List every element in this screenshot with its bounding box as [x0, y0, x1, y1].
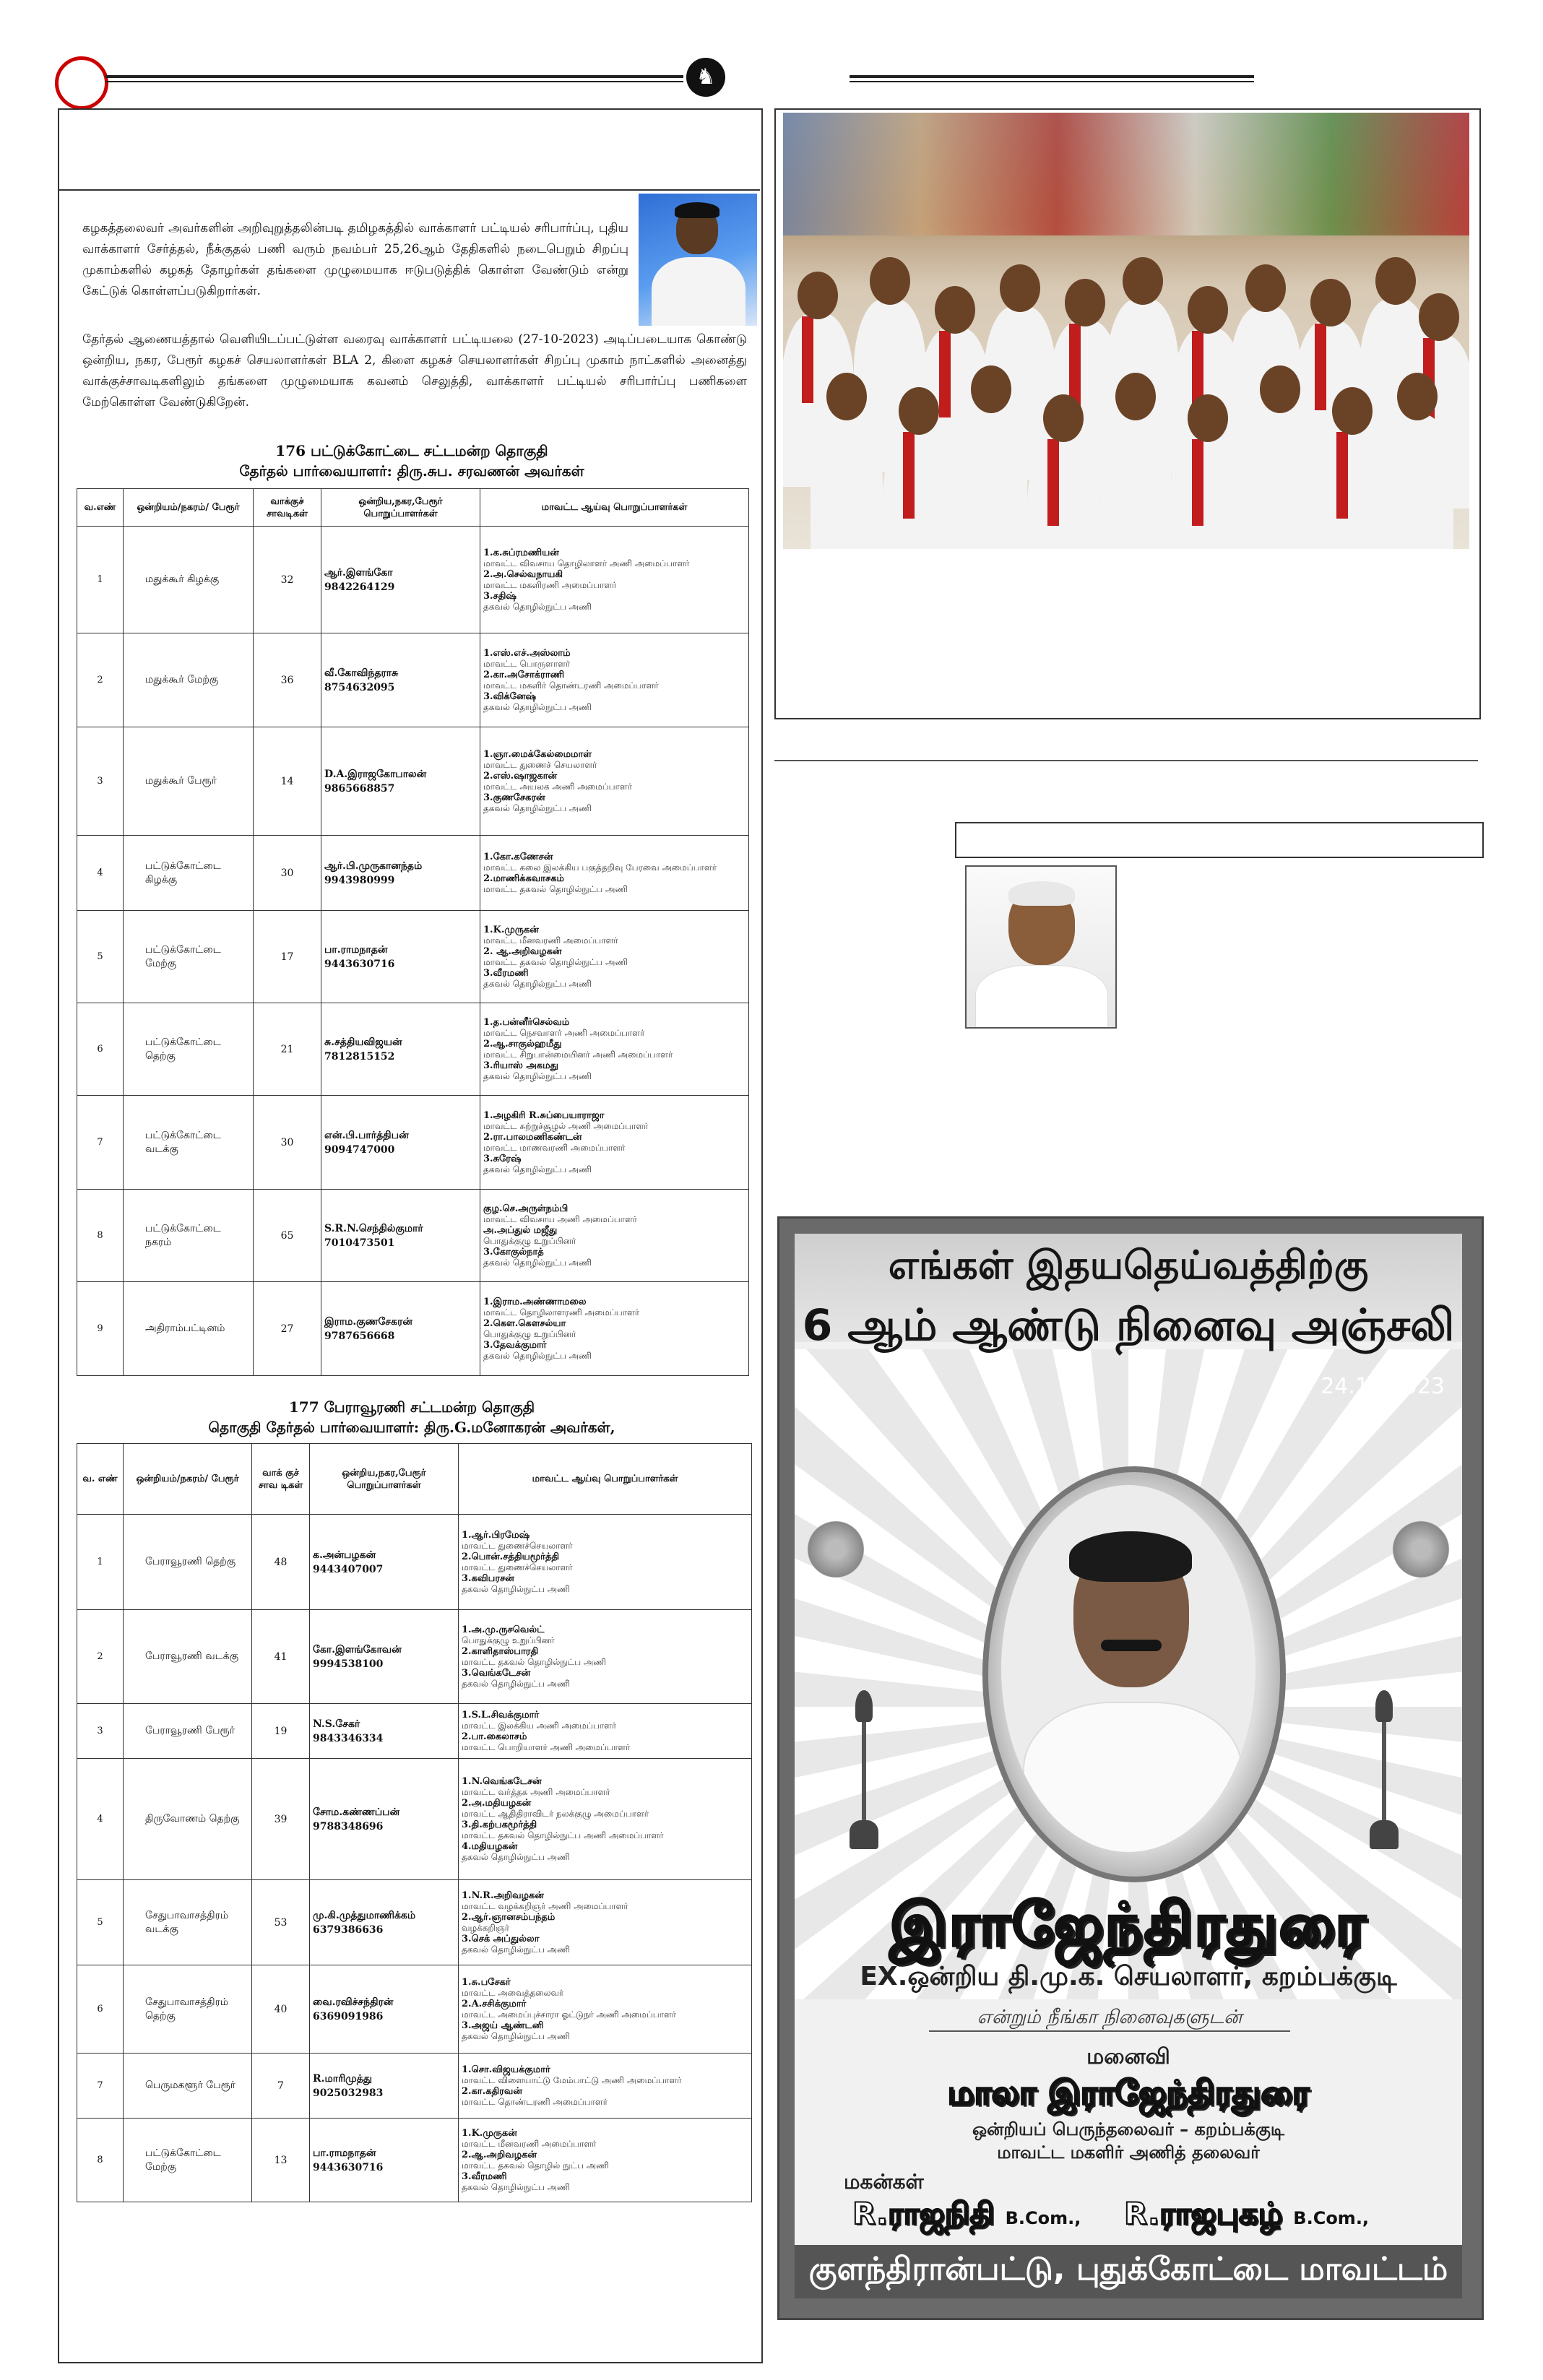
row-serial: 3: [77, 727, 124, 836]
row-booths: 39: [252, 1759, 310, 1880]
row-incharge: [321, 633, 480, 727]
table-row: [77, 2119, 752, 2202]
row-booths: 30: [254, 836, 321, 911]
observer-name: 3.வெங்கடேசன்: [462, 1667, 531, 1679]
incharge-name: D.A.இராஜகோபாலன்: [324, 768, 427, 780]
observer-role: மாவட்ட கலை இலக்கிய பகுத்தறிவு பேரவை அமைப்பாளர்: [483, 862, 717, 873]
incharge-phone: 9994538100: [313, 1658, 384, 1670]
observer-name: குழ.செ.அருள்நம்பி: [483, 1203, 569, 1214]
observer-role: தகவல் தொழில்நுட்ப அணி: [462, 2181, 570, 2192]
observer-name: 3.வீரமணி: [462, 2171, 507, 2182]
row-booths: 30: [254, 1096, 321, 1190]
row-observers: [480, 727, 749, 836]
row-serial: 4: [77, 836, 124, 911]
row-unit: பட்டுக்கோட்டை மேற்கு: [124, 2119, 252, 2202]
observer-role: மாவட்ட தகவல் தொழில்நுட்ப அணி அமைப்பாளர்: [462, 1830, 664, 1840]
row-unit: பேராவூரணி வடக்கு: [124, 1610, 252, 1704]
observer-name: 2.ஆ.சாகுல்ஹமீது: [483, 1038, 562, 1050]
incharge-name: சு.சத்தியவிஜயன்: [324, 1036, 402, 1048]
incharge-phone: 7812815152: [324, 1050, 395, 1063]
observer-name: 1.எஸ்.எச்.அஸ்லாம்: [483, 647, 571, 659]
row-incharge: [310, 1965, 459, 2054]
observer-name: 2.ஆர்.ஞானசம்பந்தம்: [462, 1911, 556, 1923]
row-incharge: [310, 1515, 459, 1610]
table-row: [77, 1704, 752, 1759]
observer-name: 1.S.L.சிவக்குமார்: [462, 1709, 540, 1721]
table-row: [77, 1282, 749, 1376]
oil-lamp-left-icon: [850, 1690, 878, 1849]
row-serial: 1: [77, 1515, 124, 1610]
observer-role: தகவல் தொழில்நுட்ப அணி: [483, 1257, 592, 1268]
row-unit: பட்டுக்கோட்டை மேற்கு: [124, 911, 254, 1003]
row-incharge: [321, 527, 480, 633]
observer-role: மாவட்ட வர்த்தக அணி அமைப்பாளர்: [462, 1786, 610, 1797]
observer-role: தகவல் தொழில்நுட்ப அணி: [462, 2030, 570, 2041]
row-serial: 8: [77, 1190, 124, 1282]
memorial-son-1: [852, 2196, 1081, 2236]
observer-name: 1.N.R.அறிவழகன்: [462, 1890, 544, 1901]
row-unit: பட்டுக்கோட்டை கிழக்கு: [124, 836, 254, 911]
table-row: [77, 2054, 752, 2119]
row-serial: 7: [77, 1096, 124, 1190]
observer-name: 1.அழகிரி R.சுப்பையாராஜா: [483, 1109, 605, 1121]
row-serial: 2: [77, 1610, 124, 1704]
incharge-phone: 9842264129: [324, 581, 395, 593]
observer-role: வழக்கறிஞர்: [462, 1922, 509, 1933]
observer-name: 3.அஜய் ஆண்டனி: [462, 2020, 544, 2031]
row-observers: [480, 527, 749, 633]
observer-role: பொதுக்குழு உறுப்பினர்: [462, 1635, 555, 1645]
row-observers: [459, 2054, 752, 2119]
row-booths: 36: [254, 633, 321, 727]
row-observers: [459, 1704, 752, 1759]
observer-name: 1.ஆர்.பிரமேஷ்: [462, 1529, 530, 1541]
table-row: [77, 1190, 749, 1282]
row-incharge: [321, 1190, 480, 1282]
observer-name: 2.மாணிக்கவாசகம்: [483, 873, 564, 884]
section-176-observer: தேர்தல் பார்வையாளர்: திரு.சுப. சரவணன் அவர்கள்: [239, 462, 584, 480]
incharge-phone: 9094747000: [324, 1143, 395, 1156]
row-unit: பேராவூரணி பேரூர்: [124, 1704, 252, 1759]
row-serial: 9: [77, 1282, 124, 1376]
row-booths: 27: [254, 1282, 321, 1376]
observer-name: 4.மதியழகன்: [462, 1840, 518, 1852]
row-observers: [459, 1759, 752, 1880]
row-unit: பட்டுக்கோட்டை தெற்கு: [124, 1003, 254, 1096]
memorial-title-line1: எங்கள் இதயதெய்வத்திற்கு: [888, 1242, 1369, 1288]
article-paragraph-1: கழகத்தலைவர் அவர்களின் அறிவுறுத்தலின்படி தமிழகத்தில் வாக்காளர் பட்டியல் சரிபார்ப்பு, புதிய வாக்காளர் சேர்த்தல், நீக்குதல் பணி வரும் நவம்பர் 25,26ஆம் தேதிகளில் நடைபெறும் சிறப்பு முகாம்களில் கழகத் தோழர்கள் தங்களை முழுமையாக ஈடுபடுத்திக் கொள்ள வேண்டும் என்று கேட்டுக் கொள்ளப்படுகிறார்கள்.: [82, 221, 628, 298]
observer-role: மாவட்ட பொருளாளர்: [483, 658, 571, 669]
row-booths: 32: [254, 527, 321, 633]
group-photo: [783, 113, 1469, 549]
row-incharge: [321, 1282, 480, 1376]
section-177-observer: தொகுதி தேர்தல் பார்வையாளர்: திரு.G.மனோகரன் அவர்கள்,: [208, 1419, 615, 1436]
memorial-son-2-name: R.ராஜபுகழ்: [1124, 2196, 1283, 2231]
observer-role: மாவட்ட அயலக அணி அமைப்பாளர்: [483, 781, 632, 792]
incharge-phone: 6369091986: [313, 2010, 384, 2022]
observer-name: 2.கௌ.கௌசல்யா: [483, 1317, 566, 1329]
table-row: [77, 1096, 749, 1190]
incharge-phone: 9443407007: [313, 1563, 384, 1575]
col-header-booths: வாக்குச் சாவடிகள்: [254, 489, 321, 527]
row-unit: சேதுபாவாசத்திரம் வடக்கு: [124, 1880, 252, 1965]
observer-name: 3.சதிஷ்: [483, 590, 517, 602]
incharge-phone: 9025032983: [313, 2087, 384, 2099]
observer-role: மாவட்ட தகவல் தொழில்நுட்ப அணி: [483, 956, 628, 967]
row-incharge: [321, 911, 480, 1003]
observer-name: 3.வீரமணி: [483, 967, 529, 979]
row-serial: 7: [77, 2054, 124, 2119]
row-booths: 13: [252, 2119, 310, 2202]
column-divider: [774, 760, 1478, 761]
incharge-name: பா.ராமநாதன்: [313, 2147, 376, 2159]
observer-name: 1.N.வெங்கடேசன்: [462, 1775, 542, 1787]
observer-name: 3.சுரேஷ்: [483, 1153, 522, 1164]
row-incharge: [310, 1880, 459, 1965]
col-header-incharge: ஒன்றிய,நகர,பேரூர் பொறுப்பாளர்கள்: [310, 1444, 459, 1515]
incharge-name: வை.ரவிச்சந்திரன்: [313, 1996, 394, 2008]
row-observers: [480, 1282, 749, 1376]
row-serial: 6: [77, 1003, 124, 1096]
col-header-booths: வாக் குச் சாவ டிகள்: [252, 1444, 310, 1515]
row-booths: 40: [252, 1965, 310, 2054]
observer-name: 1.க.சுப்ரமணியன்: [483, 547, 559, 558]
row-serial: 1: [77, 527, 124, 633]
table-177: [77, 1443, 752, 2202]
table-row: [77, 1759, 752, 1880]
observer-name: 2.பா.கைலாசம்: [462, 1731, 527, 1742]
row-incharge: [321, 836, 480, 911]
row-observers: [459, 1965, 752, 2054]
observer-role: தகவல் தொழில்நுட்ப அணி: [483, 1164, 592, 1174]
table-row: [77, 727, 749, 836]
caption-box: [955, 822, 1484, 858]
row-unit: பெருமகளூர் பேரூர்: [124, 2054, 252, 2119]
observer-role: மாவட்ட தகவல் தொழில் நுட்ப அணி: [462, 2160, 609, 2171]
observer-role: மாவட்ட ஆதிதிராவிடர் நலக்குழு அமைப்பாளர்: [462, 1808, 649, 1819]
table-row: [77, 1003, 749, 1096]
observer-name: 2.A.சசிக்குமார்: [462, 1998, 527, 2009]
observer-role: தகவல் தொழில்நுட்ப அணி: [462, 1944, 570, 1955]
memorial-memory-line: என்றும் நீங்கா நினைவுகளுடன்: [929, 2007, 1290, 2032]
observer-name: 1.கோ.கணேசன்: [483, 851, 553, 862]
header-rule-left-thin: [105, 81, 683, 82]
observer-name: 1.ஞா.மைக்கேல்மைமாள்: [483, 748, 592, 760]
row-unit: பேராவூரணி தெற்கு: [124, 1515, 252, 1610]
observer-role: தகவல் தொழில்நுட்ப அணி: [462, 1678, 570, 1689]
row-serial: 5: [77, 1880, 124, 1965]
table-row: [77, 1880, 752, 1965]
col-header-observers: மாவட்ட ஆய்வு பொறுப்பாளர்கள்: [480, 489, 749, 527]
row-booths: 14: [254, 727, 321, 836]
observer-name: 1.K.முருகன்: [483, 924, 539, 935]
observer-name: 2.அ.மதியழகன்: [462, 1797, 532, 1809]
observer-role: மாவட்ட வழக்கறிஞர் அணி அமைப்பாளர்: [462, 1900, 628, 1911]
row-incharge: [310, 2119, 459, 2202]
row-incharge: [310, 1704, 459, 1759]
row-unit: திருவோணம் தெற்கு: [124, 1759, 252, 1880]
observer-name: 2.ஆ.அறிவழகன்: [462, 2149, 537, 2160]
observer-role: மாவட்ட தகவல் தொழில்நுட்ப அணி: [483, 883, 628, 894]
col-header-serial: வ.எண்: [77, 489, 124, 527]
memorial-person-name: இராஜேந்திரதுரை: [889, 1891, 1367, 1960]
row-unit: மதுக்கூர் கிழக்கு: [124, 527, 254, 633]
observer-name: 3.தேவக்குமார்: [483, 1339, 547, 1351]
incharge-name: மு.கி.முத்துமாணிக்கம்: [313, 1909, 416, 1921]
observer-role: மாவட்ட மாணவரணி அமைப்பாளர்: [483, 1142, 626, 1153]
incharge-name: வீ.கோவிந்தராசு: [324, 667, 399, 679]
memorial-portrait: [1001, 1485, 1255, 1852]
memorial-designation: EX.ஒன்றிய தி.மு.க. செயலாளர், கறம்பக்குடி: [860, 1962, 1397, 1991]
memorial-sons-label: மகன்கள்: [844, 2170, 924, 2194]
table-row: [77, 1610, 752, 1704]
observer-role: மாவட்ட மீனவரணி அமைப்பாளர்: [462, 2138, 597, 2149]
incharge-name: கோ.இளங்கோவன்: [313, 1643, 402, 1656]
observer-name: 1.அ.மு.ருசவெல்ட்: [462, 1624, 545, 1635]
row-observers: [480, 1096, 749, 1190]
incharge-name: N.S.சேகர்: [313, 1718, 360, 1730]
row-booths: 48: [252, 1515, 310, 1610]
table-row: [77, 836, 749, 911]
memorial-footer-place: குளந்திரான்பட்டு, புதுக்கோட்டை மாவட்டம்: [808, 2251, 1448, 2288]
party-logo-icon: ♞: [686, 58, 725, 97]
memorial-title-line2: 6 ஆம் ஆண்டு நினைவு அஞ்சலி: [802, 1300, 1455, 1351]
observer-name: 2.பொன்.சத்தியமூர்த்தி: [462, 1551, 560, 1562]
observer-role: மாவட்ட விளையாட்டு மேம்பாட்டு அணி அமைப்பாளர்: [462, 2074, 682, 2085]
observer-name: 2.கா.அசோக்ராணி: [483, 669, 565, 680]
row-serial: 8: [77, 2119, 124, 2202]
incharge-name: சோம.கண்ணப்பன்: [313, 1806, 400, 1818]
incharge-name: க.அன்பழகன்: [313, 1549, 376, 1561]
row-booths: 19: [252, 1704, 310, 1759]
observer-role: மாவட்ட மகளிர் தொண்டரணி அமைப்பாளர்: [483, 680, 659, 691]
row-observers: [459, 1515, 752, 1610]
leader-photo: [639, 194, 757, 326]
observer-role: மாவட்ட அமைப்புச்சாரா ஓட்டுநர் அணி அமைப்பாளர்: [462, 2009, 677, 2020]
row-incharge: [321, 1003, 480, 1096]
memorial-wife-role-1: ஒன்றியப் பெருந்தலைவர் – கறம்பக்குடி: [972, 2119, 1284, 2139]
row-booths: 41: [252, 1610, 310, 1704]
observer-role: மாவட்ட சிறுபான்மையினர் அணி அமைப்பாளர்: [483, 1049, 673, 1060]
observer-role: பொதுக்குழு உறுப்பினர்: [483, 1235, 576, 1246]
header-rule-right: [850, 75, 1254, 78]
table-176: [77, 488, 749, 1376]
observer-name: 2.காளிதாஸ்பாரதி: [462, 1645, 539, 1657]
row-incharge: [310, 1610, 459, 1704]
row-booths: 65: [254, 1190, 321, 1282]
col-header-observers: மாவட்ட ஆய்வு பொறுப்பாளர்கள்: [459, 1444, 752, 1515]
row-serial: 6: [77, 1965, 124, 2054]
row-incharge: [310, 2054, 459, 2119]
observer-role: மாவட்ட மகளிரணி அமைப்பாளர்: [483, 579, 617, 590]
observer-role: மாவட்ட விவசாய அணி அமைப்பாளர்: [483, 1213, 638, 1224]
table-row: [77, 1515, 752, 1610]
row-unit: சேதுபாவாசத்திரம் தெற்கு: [124, 1965, 252, 2054]
header-rule-left: [105, 75, 683, 78]
section-176-title: 176 பட்டுக்கோட்டை சட்டமன்ற தொகுதி: [275, 442, 548, 459]
observer-role: மாவட்ட நெசவாளர் அணி அமைப்பாளர்: [483, 1027, 645, 1038]
observer-name: 2.ரா.பாலமணிகண்டன்: [483, 1131, 582, 1143]
row-unit: மதுக்கூர் பேரூர்: [124, 727, 254, 836]
observer-name: 2. ஆ.அறிவழகன்: [483, 945, 562, 957]
observer-name: 2.எஸ்.ஷாஜகான்: [483, 770, 558, 782]
row-observers: [459, 1610, 752, 1704]
memorial-son-1-degree: B.Com.,: [1005, 2208, 1081, 2228]
incharge-phone: 9443630716: [324, 958, 395, 970]
row-incharge: [310, 1759, 459, 1880]
table-row: [77, 633, 749, 727]
row-booths: 21: [254, 1003, 321, 1096]
observer-role: மாவட்ட துணைச்செயலாளர்: [462, 1562, 573, 1572]
observer-name: 1.சு.பசேகர்: [462, 1976, 511, 1988]
row-observers: [480, 1190, 749, 1282]
flower-garland-left-icon: [803, 1517, 868, 1582]
incharge-name: R.மாரிமுத்து: [313, 2072, 372, 2085]
flower-garland-right-icon: [1388, 1517, 1453, 1582]
incharge-name: என்.பி.பார்த்திபன்: [324, 1129, 409, 1141]
row-serial: 2: [77, 633, 124, 727]
row-observers: [459, 2119, 752, 2202]
observer-name: 1.த.பன்னீர்செல்வம்: [483, 1016, 570, 1028]
row-serial: 5: [77, 911, 124, 1003]
col-header-serial: வ. எண்: [77, 1444, 124, 1515]
observer-role: மாவட்ட மீனவரணி அமைப்பாளர்: [483, 935, 618, 945]
incharge-phone: 9865668857: [324, 782, 395, 795]
observer-role: தகவல் தொழில்நுட்ப அணி: [483, 601, 592, 612]
row-observers: [480, 633, 749, 727]
row-unit: மதுக்கூர் மேற்கு: [124, 633, 254, 727]
incharge-name: ஆர்.இளங்கோ: [324, 566, 393, 579]
row-unit: பட்டுக்கோட்டை நகரம்: [124, 1190, 254, 1282]
observer-role: மாவட்ட தகவல் தொழில்நுட்ப அணி: [462, 1656, 607, 1667]
person-portrait: [965, 865, 1117, 1029]
incharge-phone: 9443630716: [313, 2161, 384, 2173]
observer-name: 1.சொ.விஜயக்குமார்: [462, 2064, 550, 2075]
incharge-name: ஆர்.பி.முருகானந்தம்: [324, 860, 423, 872]
incharge-name: பா.ராமநாதன்: [324, 943, 388, 956]
row-incharge: [321, 1096, 480, 1190]
row-unit: அதிராம்பட்டினம்: [124, 1282, 254, 1376]
incharge-phone: 6379386636: [313, 1924, 384, 1936]
incharge-name: S.R.N.செந்தில்குமார்: [324, 1222, 423, 1234]
memorial-wife-name: மாலா இராஜேந்திரதுரை: [947, 2073, 1310, 2112]
memorial-son-2-degree: B.Com.,: [1293, 2208, 1370, 2228]
observer-name: 3.கவிபரசன்: [462, 1572, 514, 1584]
incharge-phone: 9943980999: [324, 874, 395, 886]
observer-name: 3.தி.கற்பகமூர்த்தி: [462, 1819, 537, 1830]
row-observers: [480, 911, 749, 1003]
observer-role: தகவல் தொழில்நுட்ப அணி: [483, 1070, 592, 1081]
memorial-son-1-name: R.ராஜநிதி: [852, 2196, 995, 2231]
memorial-wife-label: மனைவி: [1086, 2044, 1170, 2069]
section-177-title: 177 பேராவூரணி சட்டமன்ற தொகுதி: [288, 1398, 535, 1416]
memorial-date: 24.11.2023: [1321, 1374, 1445, 1399]
observer-name: 3.விக்னேஷ்: [483, 691, 537, 702]
row-booths: 53: [252, 1880, 310, 1965]
observer-role: மாவட்ட துணைச்செயலாளர்: [462, 1540, 573, 1551]
observer-name: 1.இராம.அண்ணாமலை: [483, 1296, 587, 1307]
observer-name: 3.குணசேகரன்: [483, 792, 545, 803]
observer-role: மாவட்ட தொண்டரணி அமைப்பாளர்: [462, 2096, 608, 2107]
observer-name: 3.கோகுல்நாத்: [483, 1246, 544, 1258]
observer-role: மாவட்ட அவைத்தலைவர்: [462, 1987, 564, 1998]
col-header-unit: ஒன்றியம்/நகரம்/ பேரூர்: [124, 489, 254, 527]
row-observers: [459, 1880, 752, 1965]
table-row: [77, 1965, 752, 2054]
oil-lamp-right-icon: [1370, 1690, 1399, 1849]
observer-name: 2.அ.செல்வநாயகி: [483, 568, 563, 580]
observer-role: மாவட்ட பொறியாளர் அணி அமைப்பாளர்: [462, 1741, 631, 1752]
incharge-phone: 9788348696: [313, 1820, 384, 1832]
row-booths: 7: [252, 2054, 310, 2119]
observer-role: தகவல் தொழில்நுட்ப அணி: [483, 802, 592, 813]
observer-name: 1.K.முருகன்: [462, 2127, 517, 2139]
observer-role: மாவட்ட இலக்கிய அணி அமைப்பாளர்: [462, 1720, 617, 1731]
incharge-name: இராம.குணசேகரன்: [324, 1315, 412, 1328]
observer-role: மாவட்ட துணைச் செயலாளர்: [483, 759, 597, 770]
header-circle-ornament: [55, 56, 108, 110]
observer-name: 3.செக் அப்துல்லா: [462, 1933, 540, 1944]
row-serial: 4: [77, 1759, 124, 1880]
table-row: [77, 527, 749, 633]
table-row: [77, 911, 749, 1003]
row-booths: 17: [254, 911, 321, 1003]
observer-role: தகவல் தொழில்நுட்ப அணி: [483, 1350, 592, 1361]
incharge-phone: 9787656668: [324, 1330, 395, 1342]
observer-name: அ.அப்துல் மஜீது: [483, 1224, 558, 1236]
col-header-unit: ஒன்றியம்/நகரம்/ பேரூர்: [124, 1444, 252, 1515]
memorial-son-2: [1124, 2196, 1369, 2236]
observer-role: மாவட்ட தொழிலாளரணி அமைப்பாளர்: [483, 1307, 640, 1317]
left-header-box: [58, 108, 760, 191]
observer-name: 2.கா.கதிரவன்: [462, 2085, 522, 2097]
observer-role: மாவட்ட சுற்றுச்சூழல் அணி அமைப்பாளர்: [483, 1120, 649, 1131]
incharge-phone: 9843346334: [313, 1732, 384, 1744]
row-observers: [480, 836, 749, 911]
observer-role: மாவட்ட விவசாய தொழிலாளர் அணி அமைப்பாளர்: [483, 558, 690, 568]
row-unit: பட்டுக்கோட்டை வடக்கு: [124, 1096, 254, 1190]
row-serial: 3: [77, 1704, 124, 1759]
incharge-phone: 7010473501: [324, 1237, 395, 1249]
observer-name: 3.ரியாஸ் அகமது: [483, 1060, 558, 1071]
observer-role: பொதுக்குழு உறுப்பினர்: [483, 1328, 576, 1339]
incharge-phone: 8754632095: [324, 681, 395, 693]
col-header-incharge: ஒன்றிய,நகர,பேரூர் பொறுப்பாளர்கள்: [321, 489, 480, 527]
row-incharge: [321, 727, 480, 836]
memorial-wife-role-2: மாவட்ட மகளிர் அணித் தலைவர்: [997, 2142, 1260, 2163]
observer-role: தகவல் தொழில்நுட்ப அணி: [483, 978, 592, 989]
observer-role: தகவல் தொழில்நுட்ப அணி: [462, 1851, 570, 1862]
article-paragraph-2: தேர்தல் ஆணையத்தால் வெளியிடப்பட்டுள்ள வரைவு வாக்காளர் பட்டியலை (27-10-2023) அடிப்படையாக கொண்டு ஒன்றிய, நகர, பேரூர் கழகச் செயலாளர்கள் BLA 2, கிளை கழகச் செயலாளர்கள் சிறப்பு முகாம் நாட்களில் அனைத்து வாக்குச்சாவடிகளிலும் தங்களை முழுமையாக கவனம் செலுத்தி, வாக்காளர் பட்டியல் சரிபார்ப்பு பணிகளை மேற்கொள்ள வேண்டுகிறேன்.: [82, 332, 747, 410]
header-rule-right-thin: [850, 81, 1254, 82]
observer-role: தகவல் தொழில்நுட்ப அணி: [483, 701, 592, 712]
row-observers: [480, 1003, 749, 1096]
observer-role: தகவல் தொழில்நுட்ப அணி: [462, 1583, 570, 1594]
